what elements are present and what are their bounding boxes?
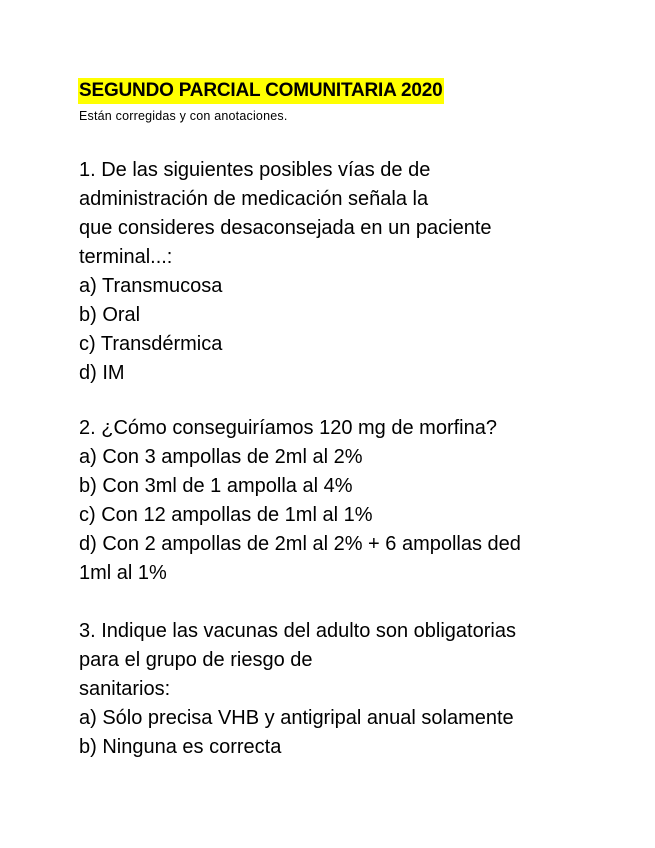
question-3-text-line: para el grupo de riesgo de [79,649,313,671]
question-2-option-d-continued: 1ml al 1% [79,562,167,584]
question-2-option-d: d) Con 2 ampollas de 2ml al 2% + 6 ampollas ded [79,533,521,555]
question-2-option-c: c) Con 12 ampollas de 1ml al 1% [79,504,373,526]
question-1-option-b: b) Oral [79,304,141,326]
title-wrap [78,78,444,104]
question-2 [79,414,521,588]
question-1-text-line: administración de medicación señala la [79,188,429,210]
question-1-option-d: d) IM [79,362,125,384]
question-3-option-b: b) Ninguna es correcta [79,736,282,758]
question-1-option-a: a) Transmucosa [79,275,223,297]
document-title: SEGUNDO PARCIAL COMUNITARIA 2020 [78,78,444,104]
question-3-text-line: sanitarios: [79,678,171,700]
question-1-text-line: 1. De las siguientes posibles vías de de [79,159,431,181]
question-1 [79,156,492,388]
question-1-text-line: que consideres desaconsejada en un paciente [79,217,492,239]
question-2-option-b: b) Con 3ml de 1 ampolla al 4% [79,475,353,497]
question-1-option-c: c) Transdérmica [79,333,223,355]
question-3-option-a: a) Sólo precisa VHB y antigripal anual solamente [79,707,514,729]
question-3-text-line: 3. Indique las vacunas del adulto son obligatorias [79,620,516,642]
question-1-text-line: terminal...: [79,246,173,268]
question-2-option-a: a) Con 3 ampollas de 2ml al 2% [79,446,363,468]
question-3 [79,617,516,762]
question-2-text-line: 2. ¿Cómo conseguiríamos 120 mg de morfina? [79,417,497,439]
document-subtitle: Están corregidas y con anotaciones. [79,109,288,123]
